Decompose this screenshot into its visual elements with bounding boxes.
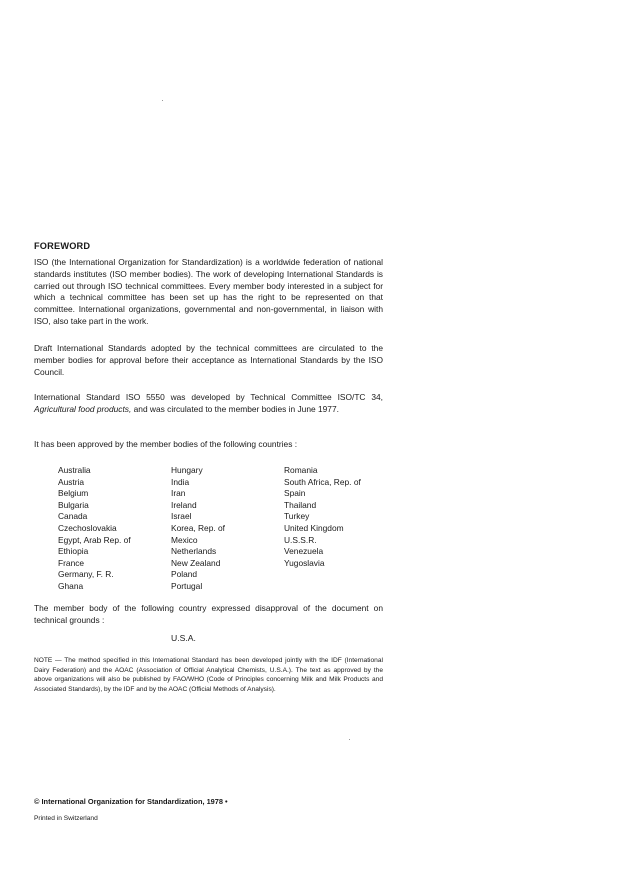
countries-column-1 bbox=[58, 465, 171, 593]
country-item: Germany, F. R. bbox=[58, 569, 114, 580]
country-item: Canada bbox=[58, 511, 88, 522]
country-item: Spain bbox=[284, 488, 306, 499]
countries-column-2 bbox=[171, 465, 284, 593]
country-item: South Africa, Rep. of bbox=[284, 476, 361, 487]
country-item: Romania bbox=[284, 465, 318, 475]
country-item: Bulgaria bbox=[58, 499, 89, 510]
standard-tail-text: and was circulated to the member bodies in June 1977. bbox=[131, 403, 339, 414]
scan-speck bbox=[162, 100, 163, 101]
country-item: Netherlands bbox=[171, 546, 217, 557]
method-note: NOTE — The method specified in this International Standard has been developed jointly with the IDF (International Dairy Federation) and the AOAC (Association of Official Analytical Chemists, U.S.A.). The text as approved by the above organizations will also be published by FAO/WHO (Code of Principles concerning Milk and Milk Products and Associated Standards), by the IDF and by the AOAC (Official Methods of Analysis). bbox=[34, 657, 383, 693]
country-item: United Kingdom bbox=[284, 522, 344, 533]
countries-column-3 bbox=[284, 465, 404, 593]
country-item: Korea, Rep. of bbox=[171, 522, 226, 533]
country-item: India bbox=[171, 476, 190, 487]
copyright-line: © International Organization for Standardization, 1978 • bbox=[34, 797, 228, 806]
foreword-heading: FOREWORD bbox=[34, 241, 91, 251]
country-item: Venezuela bbox=[284, 546, 324, 557]
country-item: Yugoslavia bbox=[284, 557, 325, 568]
approval-intro: It has been approved by the member bodies of the following countries : bbox=[34, 439, 298, 449]
country-item: U.S.S.R. bbox=[284, 534, 317, 545]
country-item: Ethiopia bbox=[58, 546, 89, 557]
disapproval-paragraph: The member body of the following country expressed disapproval of the document on technical grounds : bbox=[34, 603, 383, 625]
country-item: Thailand bbox=[284, 499, 317, 510]
disapproving-country: U.S.A. bbox=[171, 633, 196, 643]
country-item: Austria bbox=[58, 476, 85, 487]
country-item: Portugal bbox=[171, 580, 203, 591]
iso-intro-paragraph: ISO (the International Organization for Standardization) is a worldwide federation of national standards institutes (ISO member bodies). The work of developing International Standards is carried out through ISO technical committees. Every member body interested in a subject for which a technical committee has been set up has the right to be represented on that committee. International organizations, governmental and non-governmental, in liaison with ISO, also take part in the work. bbox=[34, 257, 383, 326]
approving-countries-list bbox=[58, 465, 404, 593]
country-item: Egypt, Arab Rep. of bbox=[58, 534, 131, 545]
country-item: New Zealand bbox=[171, 557, 221, 568]
country-item: Hungary bbox=[171, 465, 203, 475]
country-item: Ghana bbox=[58, 580, 84, 591]
country-item: Poland bbox=[171, 569, 198, 580]
scan-speck bbox=[349, 739, 350, 740]
country-item: Israel bbox=[171, 511, 192, 522]
country-item: Iran bbox=[171, 488, 186, 499]
printed-in-line: Printed in Switzerland bbox=[34, 815, 98, 822]
country-item: France bbox=[58, 557, 85, 568]
standard-lead-text: International Standard ISO 5550 was developed by Technical Committee ISO/TC 34, bbox=[34, 392, 383, 402]
draft-standards-paragraph: Draft International Standards adopted by the technical committees are circulated to the member bodies for approval before their acceptance as International Standards by the ISO Council. bbox=[34, 343, 383, 377]
country-item: Belgium bbox=[58, 488, 89, 499]
country-item: Mexico bbox=[171, 534, 198, 545]
country-item: Turkey bbox=[284, 511, 310, 522]
country-item: Ireland bbox=[171, 499, 197, 510]
country-item: Australia bbox=[58, 465, 91, 475]
committee-title-text: Agricultural food products, bbox=[34, 403, 132, 414]
country-item: Czechoslovakia bbox=[58, 522, 117, 533]
standard-development-paragraph bbox=[34, 392, 383, 416]
